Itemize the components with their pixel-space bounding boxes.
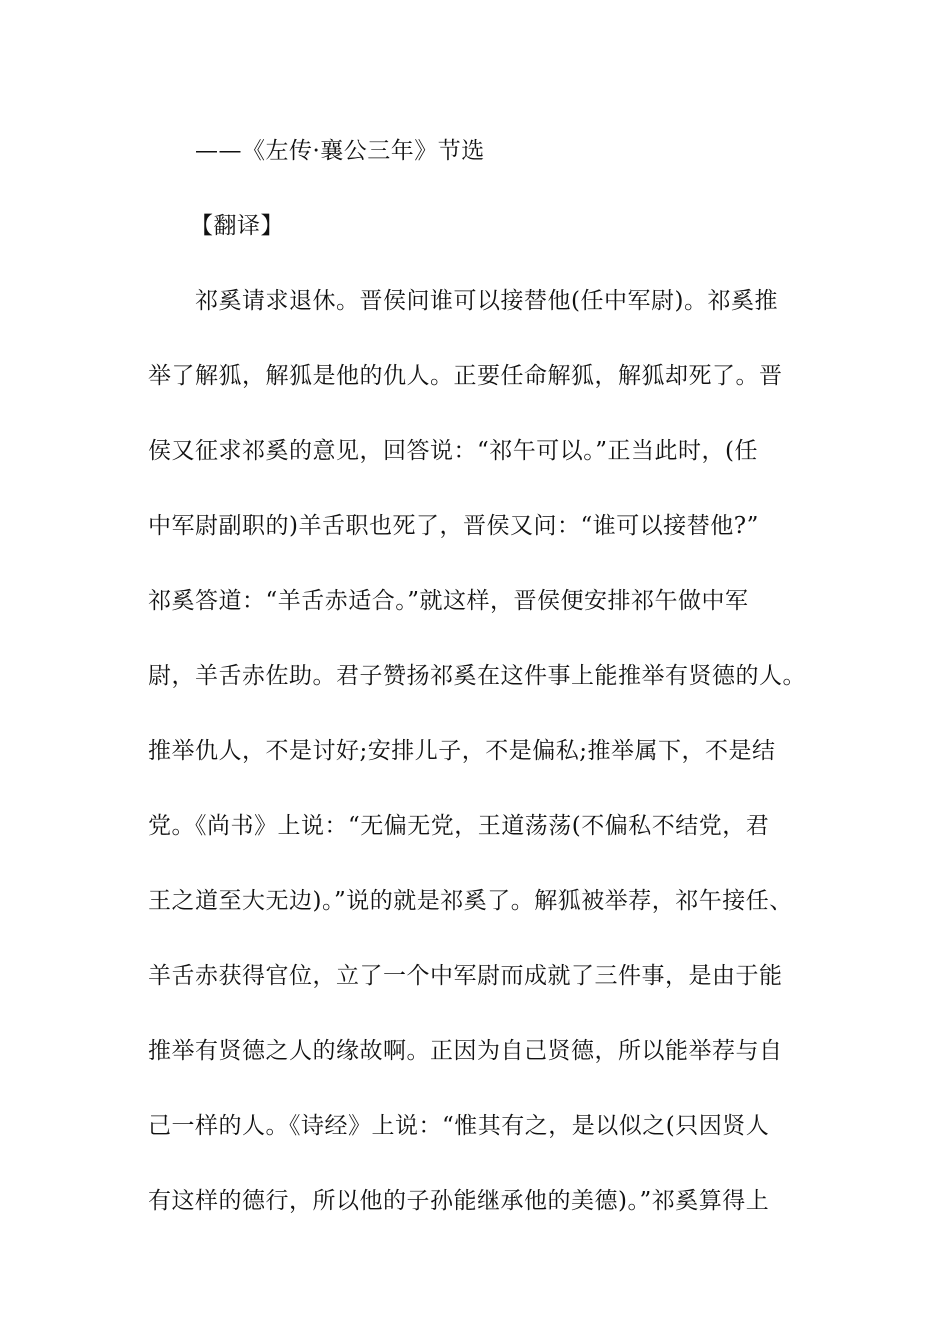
source-citation: ——《左传·襄公三年》节选 xyxy=(195,138,485,164)
paragraph-line: 祁奚请求退休。晋侯问谁可以接替他(任中军尉)。祁奚推 xyxy=(195,288,778,314)
paragraph-line: 祁奚答道：“羊舌赤适合。”就这样，晋侯便安排祁午做中军 xyxy=(148,588,749,614)
paragraph-line: 尉，羊舌赤佐助。君子赞扬祁奚在这件事上能推举有贤德的人。 xyxy=(148,663,806,689)
paragraph-line: 王之道至大无边)。”说的就是祁奚了。解狐被举荐，祁午接任、 xyxy=(148,888,793,914)
paragraph-line: 举了解狐，解狐是他的仇人。正要任命解狐，解狐却死了。晋 xyxy=(148,363,783,389)
paragraph-line: 中军尉副职的)羊舌职也死了，晋侯又问：“谁可以接替他?” xyxy=(148,513,759,539)
translation-heading: 【翻译】 xyxy=(190,213,284,239)
paragraph-line: 有这样的德行，所以他的子孙能继承他的美德)。”祁奚算得上 xyxy=(148,1188,770,1214)
paragraph-line: 推举仇人，不是讨好;安排儿子，不是偏私;推举属下，不是结 xyxy=(148,738,776,764)
paragraph-line: 羊舌赤获得官位，立了一个中军尉而成就了三件事，是由于能 xyxy=(148,963,783,989)
paragraph-line: 推举有贤德之人的缘故啊。正因为自己贤德，所以能举荐与自 xyxy=(148,1038,783,1064)
paragraph-line: 己一样的人。《诗经》上说：“惟其有之，是以似之(只因贤人 xyxy=(148,1113,770,1139)
paragraph-line: 侯又征求祁奚的意见，回答说：“祁午可以。”正当此时，(任 xyxy=(148,438,758,464)
paragraph-line: 党。《尚书》上说：“无偏无党，王道荡荡(不偏私不结党，君 xyxy=(148,813,770,839)
